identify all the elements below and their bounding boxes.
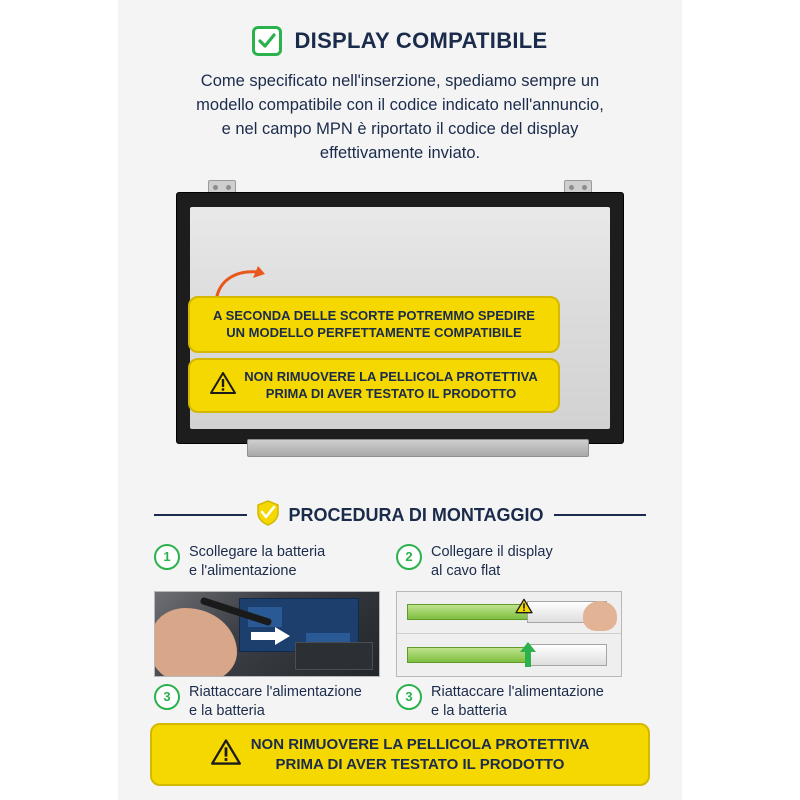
step-line-1: Scollegare la batteria	[189, 543, 326, 560]
step-line-2: e la batteria	[189, 702, 265, 719]
green-connector-shape	[407, 604, 529, 620]
callout-2-text	[244, 368, 537, 403]
step-number-badge: 3	[154, 684, 180, 710]
lcd-bottom-strip	[247, 439, 589, 457]
shield-icon	[257, 500, 279, 531]
connector-photo-bottom	[397, 634, 621, 676]
steps-grid	[118, 531, 682, 727]
display-panel-illustration	[150, 180, 650, 480]
intro-paragraph	[154, 70, 646, 166]
callout-1-line-2: UN MODELLO PERFETTAMENTE COMPATIBILE	[226, 325, 522, 341]
steps-column-right	[396, 543, 622, 727]
battery-shape	[295, 642, 373, 670]
step-line-1: Riattaccare l'alimentazione	[431, 683, 604, 700]
up-arrow-icon	[519, 642, 537, 673]
bottom-banner-line-1: NON RIMUOVERE LA PELLICOLA PROTETTIVA	[250, 736, 590, 753]
step-line-1: Riattaccare l'alimentazione	[189, 683, 362, 700]
green-connector-shape	[407, 647, 529, 663]
step-item	[396, 683, 622, 727]
callout-2-line-2: PRIMA DI AVER TESTATO IL PRODOTTO	[265, 386, 517, 402]
sheet-content	[118, 0, 682, 800]
intro-line-3: e nel campo MPN è riportato il codice del display	[221, 119, 579, 138]
flat-cable-shape	[527, 644, 607, 666]
callout-1-line-1: A SECONDA DELLE SCORTE POTREMMO SPEDIRE	[213, 307, 535, 323]
step-number-badge: 3	[396, 684, 422, 710]
callout-protective-film	[188, 358, 560, 413]
warning-triangle-icon	[210, 371, 236, 400]
warning-triangle-icon	[515, 598, 533, 619]
step-line-2: al cavo flat	[431, 562, 501, 579]
step-item	[154, 683, 380, 727]
step-label	[189, 683, 362, 721]
flat-cable-connector-photo	[396, 591, 622, 677]
intro-line-4: effettivamente inviato.	[319, 143, 481, 162]
intro-line-2: modello compatibile con il codice indicato nell'annuncio,	[196, 95, 604, 114]
white-arrow-icon	[251, 627, 291, 650]
hand-shape	[154, 608, 237, 677]
step-number-badge: 2	[396, 544, 422, 570]
warning-triangle-icon	[211, 738, 241, 772]
step-line-2: e la batteria	[431, 702, 507, 719]
divider-right	[554, 514, 647, 516]
callout-2-line-1: NON RIMUOVERE LA PELLICOLA PROTETTIVA	[244, 368, 538, 384]
steps-column-left	[154, 543, 380, 727]
finger-shape	[583, 601, 617, 631]
intro-line-1: Come specificato nell'inserzione, spediamo sempre un	[200, 72, 600, 90]
bottom-warning-banner	[150, 723, 650, 786]
bottom-banner-text	[251, 735, 590, 774]
check-box-icon	[252, 26, 282, 56]
step-label	[431, 683, 604, 721]
step-label	[189, 543, 325, 581]
step-item	[154, 543, 380, 587]
step-number-badge: 1	[154, 544, 180, 570]
callout-compatible-model	[188, 296, 560, 353]
connector-photo-top	[397, 592, 621, 635]
montage-title: PROCEDURA DI MONTAGGIO	[288, 504, 544, 525]
step-line-1: Collegare il display	[431, 543, 553, 560]
step-item	[396, 543, 622, 587]
bottom-banner-line-2: PRIMA DI AVER TESTATO IL PRODOTTO	[275, 755, 565, 773]
laptop-internals-photo	[154, 591, 380, 677]
header	[118, 0, 682, 56]
page-title: DISPLAY COMPATIBILE	[294, 28, 548, 53]
step-line-2: e l'alimentazione	[189, 562, 297, 579]
info-sheet	[118, 0, 682, 800]
step-label	[431, 543, 553, 581]
divider-left	[154, 514, 247, 516]
montage-heading	[118, 500, 682, 531]
